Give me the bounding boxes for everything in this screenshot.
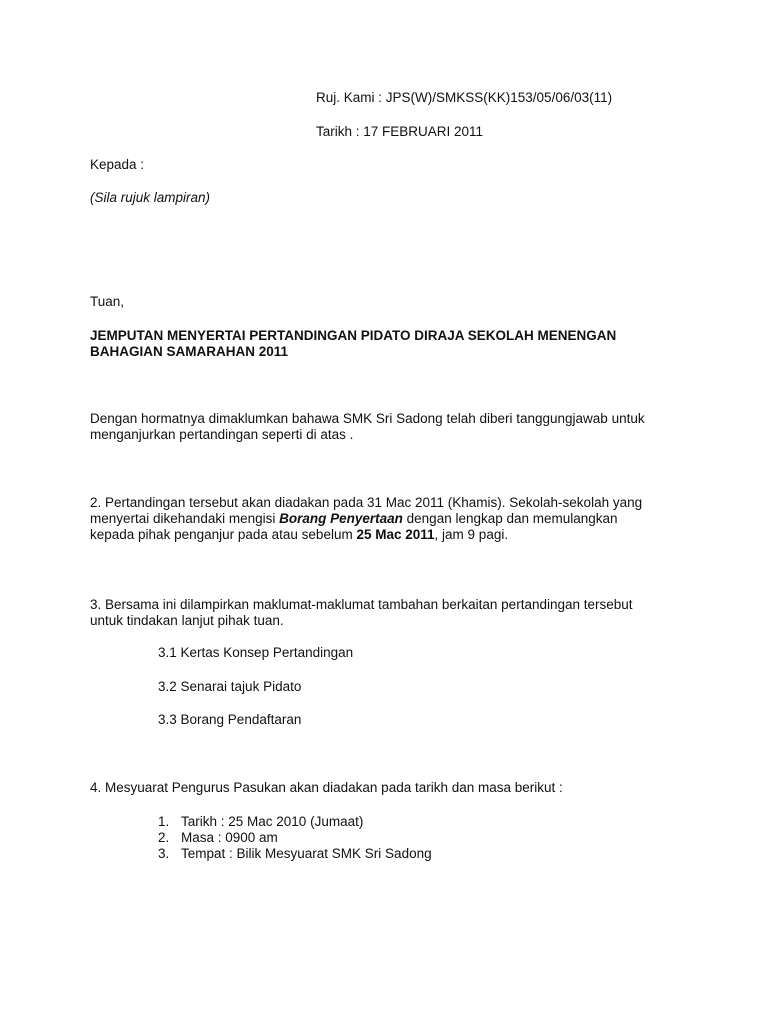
paragraph-3-line-2: untuk tindakan lanjut pihak tuan. bbox=[90, 613, 284, 628]
paragraph-1 bbox=[90, 411, 690, 443]
paragraph-2-line-2 bbox=[90, 511, 690, 527]
letter-date: Tarikh : 17 FEBRUARI 2011 bbox=[316, 124, 484, 139]
list-text: Tempat : Bilik Mesyuarat SMK Sri Sadong bbox=[181, 846, 432, 861]
letter-subject bbox=[90, 328, 680, 360]
paragraph-2-line-2-post: dengan lengkap dan memulangkan bbox=[402, 511, 618, 526]
attachment-item: 3.1 Kertas Konsep Pertandingan bbox=[158, 645, 354, 660]
list-number: 2. bbox=[158, 830, 170, 845]
list-item bbox=[158, 846, 432, 862]
list-text: Tarikh : 25 Mac 2010 (Jumaat) bbox=[181, 814, 364, 829]
paragraph-2-line-3-post: , jam 9 pagi. bbox=[434, 527, 509, 542]
paragraph-1-line-2: menganjurkan pertandingan seperti di atas . bbox=[90, 427, 354, 442]
paragraph-2-line-2-pre: menyertai dikehandaki mengisi bbox=[90, 511, 280, 526]
paragraph-3 bbox=[90, 597, 690, 629]
paragraph-2-line-1: 2. Pertandingan tersebut akan diadakan pada 31 Mac 2011 (Khamis). Sekolah-sekolah yang bbox=[90, 495, 643, 510]
salutation: Tuan, bbox=[90, 294, 125, 309]
recipient-note: (Sila rujuk lampiran) bbox=[90, 190, 211, 205]
paragraph-4: 4. Mesyuarat Pengurus Pasukan akan diadakan pada tarikh dan masa berikut : bbox=[90, 780, 563, 795]
paragraph-2 bbox=[90, 495, 690, 543]
subject-line-2: BAHAGIAN SAMARAHAN 2011 bbox=[90, 344, 289, 359]
attachment-item: 3.3 Borang Pendaftaran bbox=[158, 712, 302, 727]
reference-number: Ruj. Kami : JPS(W)/SMKSS(KK)153/05/06/03(11) bbox=[316, 90, 613, 105]
list-number: 1. bbox=[158, 814, 170, 829]
attachment-item: 3.2 Senarai tajuk Pidato bbox=[158, 679, 302, 694]
list-item bbox=[158, 830, 432, 846]
deadline-emphasis: 25 Mac 2011 bbox=[356, 527, 435, 542]
paragraph-3-line-1: 3. Bersama ini dilampirkan maklumat-maklumat tambahan berkaitan pertandingan tersebut bbox=[90, 597, 633, 612]
borang-penyertaan-emphasis: Borang Penyertaan bbox=[279, 511, 403, 526]
meeting-details-list bbox=[158, 814, 432, 862]
paragraph-2-line-3-pre: kepada pihak penganjur pada atau sebelum bbox=[90, 527, 357, 542]
paragraph-1-line-1: Dengan hormatnya dimaklumkan bahawa SMK Sri Sadong telah diberi tanggungjawab untuk bbox=[90, 411, 645, 426]
subject-line-1: JEMPUTAN MENYERTAI PERTANDINGAN PIDATO DIRAJA SEKOLAH MENENGAN bbox=[90, 328, 617, 343]
list-text: Masa : 0900 am bbox=[181, 830, 278, 845]
paragraph-2-line-3 bbox=[90, 527, 690, 543]
list-number: 3. bbox=[158, 846, 170, 861]
list-item bbox=[158, 814, 432, 830]
recipient-label: Kepada : bbox=[90, 157, 145, 172]
